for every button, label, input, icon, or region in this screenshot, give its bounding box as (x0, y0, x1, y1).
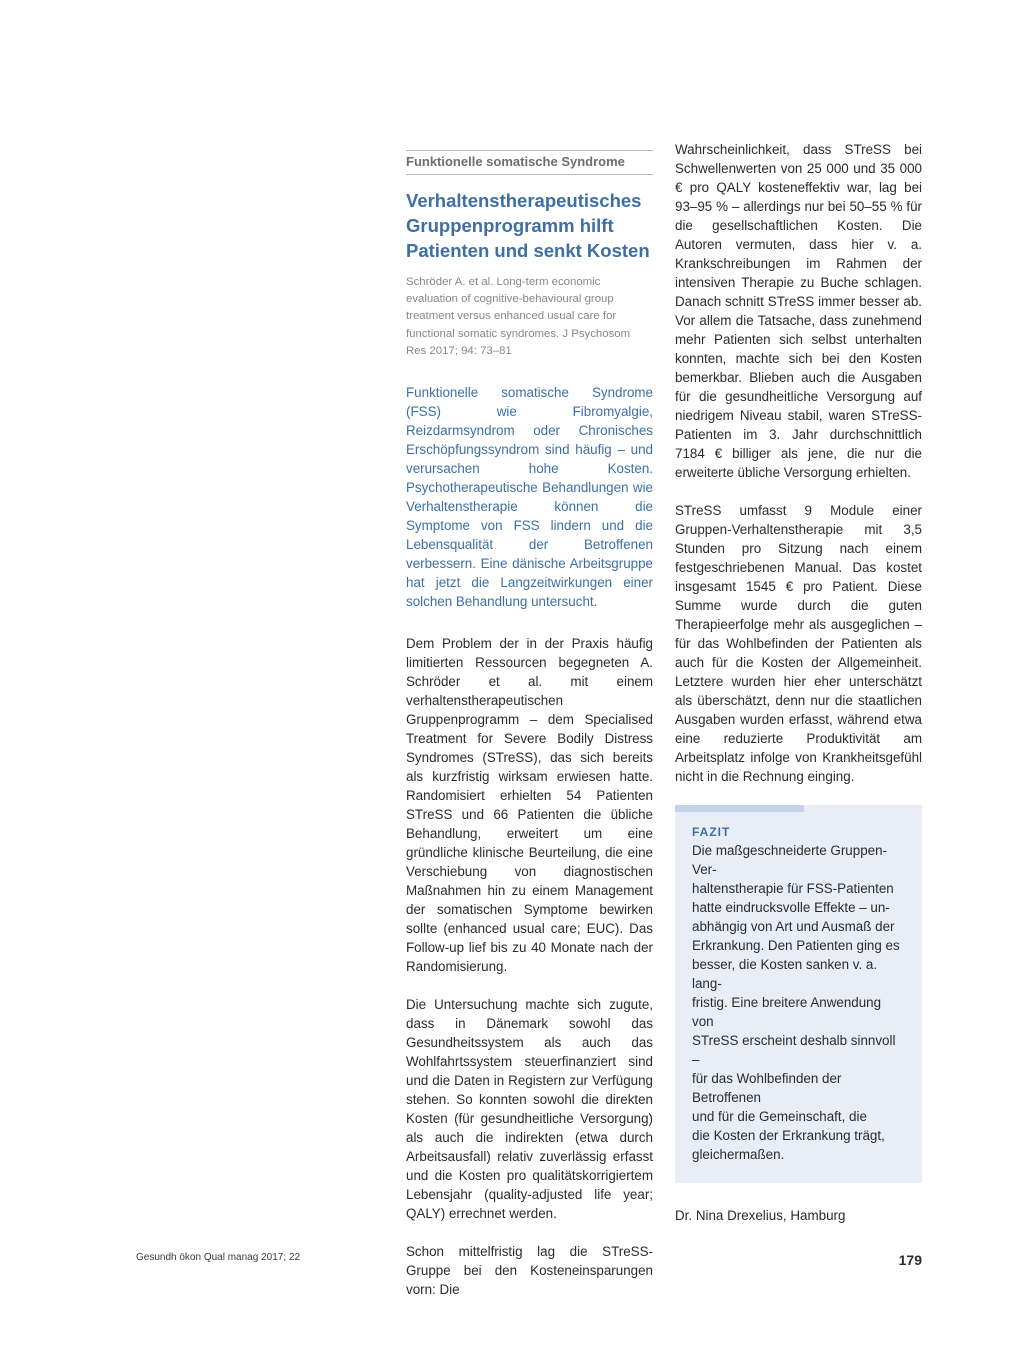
body-paragraph: Dem Problem der in der Praxis häufig limitierten Ressourcen begegneten A. Schröder et al. mit einem verhaltenstherapeutischen Gruppenprogramm – dem Specialised Treatment for Severe Bodily Distress Syndromes (STreSS), das sich bereits als kurzfristig wirksam erwiesen hatte. Randomisiert erhielten 54 Patienten STreSS und 66 Patienten die übliche Behandlung, erweitert um eine gründliche klinische Beurteilung, die eine Verschiebung von diagnostischen Maßnahmen hin zu einem Management der somatischen Symptome bewirken sollte (enhanced usual care; EUC). Das Follow-up lief bis zu 40 Monate nach der Randomisierung. (406, 636, 653, 975)
lead-paragraph: Funktionelle somatische Syndrome (FSS) wie Fibromyalgie, Reizdarmsyndrom oder Chronisches Erschöpfungssyndrom sind häufig – und verursachen hohe Kosten. Psychotherapeutische Behandlungen wie Verhaltenstherapie können die Symptome von FSS lindern und die Lebensqualität der Betroffenen verbessern. Eine dänische Arbeitsgruppe hat jetzt die Langzeitwirkungen einer solchen Behandlung untersucht. (406, 385, 653, 610)
body-paragraph: STreSS umfasst 9 Module einer Gruppen-Verhaltenstherapie mit 3,5 Stunden pro Sitzung nach einem festgeschriebenen Manual. Das kostet insgesamt 1545 € pro Patient. Diese Summe wurde durch die guten Therapieerfolge mehr als ausgeglichen – für das Wohlbefinden der Patienten als auch für die Kosten der Allgemeinheit. Letztere wurden hier eher unterschätzt als überschätzt, denn nur die staatlichen Ausgaben wurden erfasst, während etwa eine reduzierte Produktivität am Arbeitsplatz infolge von Krankheitsgefühl nicht in die Rechnung einging. (675, 503, 922, 784)
fazit-line: für das Wohlbefinden der Betroffenen (692, 1071, 842, 1105)
fazit-line: Die maßgeschneiderte Gruppen-Ver- (692, 843, 888, 877)
article-headline: Verhaltenstherapeutisches Gruppenprogramm hilft Patienten und senkt Kosten (406, 190, 650, 261)
fazit-line: und für die Gemeinschaft, die (692, 1109, 867, 1124)
fazit-line: besser, die Kosten sanken v. a. lang- (692, 957, 878, 991)
page-number: 179 (898, 1252, 922, 1268)
fazit-line: hatte eindrucksvolle Effekte – un- (692, 900, 890, 915)
fazit-line: STreSS erscheint deshalb sinnvoll – (692, 1033, 896, 1067)
fazit-line: abhängig von Art und Ausmaß der (692, 919, 895, 934)
body-paragraph: Schon mittelfristig lag die STreSS-Gruppe bei den Kosteneinsparungen vorn: Die (406, 1244, 653, 1298)
fazit-line: gleichermaßen. (692, 1147, 785, 1162)
right-column (675, 140, 922, 1225)
fazit-line: Erkrankung. Den Patienten ging es (692, 938, 900, 953)
left-column (406, 150, 653, 1299)
body-paragraph: Wahrscheinlichkeit, dass STreSS bei Schwellenwerten von 25 000 und 35 000 € pro QALY kosteneffektiv war, lag bei 93–95 % – allerdings nur bei 50–55 % für die gesellschaftlichen Kosten. Die Autoren vermuten, dass hier v. a. Krankschreibungen im Rahmen der intensiven Therapie zu Buche schlagen. Danach schnitt STreSS immer besser ab. Vor allem die Tatsache, dass zunehmend mehr Patienten sich selbst unterhalten konnten, machte sich bei den Kosten bemerkbar. Blieben auch die Ausgaben für die gesundheitliche Versorgung auf niedrigem Niveau stabil, waren STreSS-Patienten im 3. Jahr durchschnittlich 7184 € billiger als jene, die nur die erweiterte übliche Versorgung erhielten. (675, 142, 922, 480)
fazit-line: die Kosten der Erkrankung trägt, (692, 1128, 885, 1143)
journal-footer: Gesundh ökon Qual manag 2017; 22 (136, 1252, 301, 1263)
fazit-accent-bar (675, 805, 804, 812)
fazit-box (675, 805, 922, 1183)
author-credit: Dr. Nina Drexelius, Hamburg (675, 1208, 846, 1223)
fazit-line: haltenstherapie für FSS-Patienten (692, 881, 894, 896)
fazit-text (692, 841, 905, 1164)
fazit-title: FAZIT (692, 825, 731, 839)
body-paragraph: Die Untersuchung machte sich zugute, dass in Dänemark sowohl das Gesundheitssystem als auch das Wohlfahrtssystem steuerfinanziert sind und die Daten in Registern zur Verfügung stehen. So konnten sowohl die direkten Kosten (für gesundheitliche Versorgung) als auch die indirekten (etwa durch Arbeitsausfall) relativ zuverlässig erfasst und die Kosten pro qualitätskorrigiertem Lebensjahr (quality-adjusted life year; QALY) errechnet werden. (406, 997, 653, 1222)
fazit-line: fristig. Eine breitere Anwendung von (692, 995, 882, 1029)
section-label: Funktionelle somatische Syndrome (406, 150, 653, 175)
citation: Schröder A. et al. Long-term economic evaluation of cognitive-behavioural group treatment versus enhanced usual care for functional somatic syndromes. J Psychosom Res 2017; 94: 73–81 (406, 276, 631, 357)
